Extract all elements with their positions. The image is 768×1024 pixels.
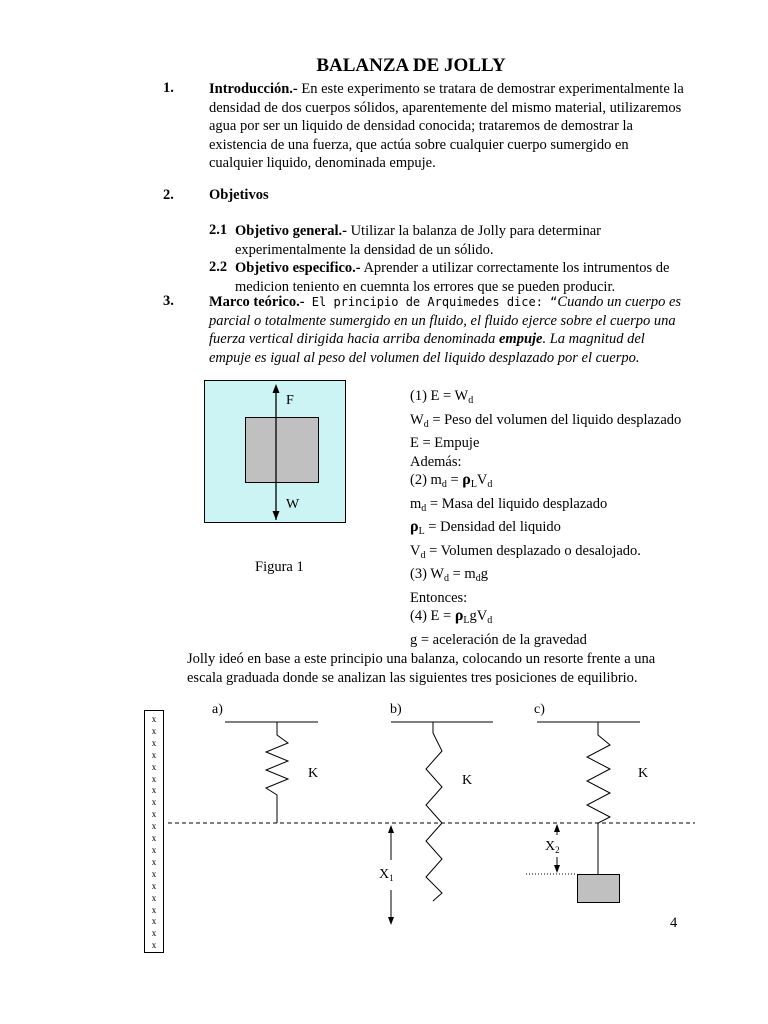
x2-up-arrow-icon xyxy=(554,824,560,832)
scale-mark: x xyxy=(151,928,157,939)
spring-c-k: K xyxy=(638,766,649,781)
section-number-marco: 3. xyxy=(163,293,174,309)
spring-a xyxy=(266,722,288,823)
intro-text: En este experimento se tratara de demostrar experimentalmente la densidad de dos cuerpos sólidos, aparentemente del mismo material, utilizaremos agua por ser un liquido de densidad conocida; trataremos de demostrar la existencia de una fuerza, que actúa sobre cualquier cuerpo sumergido en cualquier liquido, denominada empuje. xyxy=(209,81,684,171)
spring-c xyxy=(587,722,610,875)
marco-bold-italic: empuje xyxy=(498,331,543,347)
objetivo-especifico xyxy=(235,259,685,296)
g-definition: g = aceleración de la gravedad xyxy=(410,631,587,648)
force-label-w: W xyxy=(286,497,300,512)
spring-b xyxy=(426,722,442,901)
equation-4: (4) $E = \rho_LgV_d$ xyxy=(410,607,493,626)
section-number-intro: 1. xyxy=(163,80,174,96)
label-c: c) xyxy=(534,702,545,717)
x2-down-arrow-icon xyxy=(554,865,560,873)
e-definition: E = Empuje xyxy=(410,435,480,451)
page-title: BALANZA DE JOLLY xyxy=(316,55,506,76)
objetivo-general xyxy=(235,222,685,259)
scale-mark: x xyxy=(151,725,157,736)
jolly-paragraph: Jolly ideó en base a este principio una balanza, colocando un resorte frente a una escala graduada donde se analizan las siguientes tres posiciones de equilibrio. xyxy=(187,651,656,686)
jolly-springs-diagram xyxy=(160,695,720,965)
scale-mark: x xyxy=(151,940,157,951)
objetivo-general-number: 2.1 xyxy=(209,222,228,238)
equations-block xyxy=(410,387,700,649)
wd-definition: $W_d$ = Peso del volumen del liquido desplazado xyxy=(410,411,682,430)
scale-mark: x xyxy=(151,892,157,903)
scale-mark: x xyxy=(151,904,157,915)
scale-mark: x xyxy=(151,797,157,808)
x1-up-arrow-icon xyxy=(388,825,394,833)
scale-mark: x xyxy=(151,844,157,855)
spring-b-k: K xyxy=(462,773,473,788)
objetivo-especifico-heading: Objetivo especifico.- xyxy=(235,260,361,276)
objetivo-general-heading: Objetivo general.- xyxy=(235,223,347,239)
label-b: b) xyxy=(390,702,402,717)
force-label-f: F xyxy=(286,393,294,408)
objetivo-especifico-text: Aprender a utilizar correctamente los intrumentos de medicion teniento en cuemnta los errores que se pueden producir. xyxy=(235,260,670,295)
scale-mark: x xyxy=(151,868,157,879)
scale-mark: x xyxy=(151,737,157,748)
md-definition: $m_d$ = Masa del liquido desplazado xyxy=(410,495,608,514)
scale-mark: x xyxy=(151,821,157,832)
spring-a-k: K xyxy=(308,766,319,781)
figure-1-diagram xyxy=(204,380,354,530)
scale-mark: x xyxy=(151,714,157,724)
x2-label: $X_2$ xyxy=(545,839,560,855)
scale-mark: x xyxy=(151,761,157,772)
vd-definition: $V_d$ = Volumen desplazado o desalojado. xyxy=(410,542,641,561)
equation-3: (3) $W_d = m_dg$ xyxy=(410,566,488,584)
marco-italic-2: . La magnitud del empuje es igual al peso del volumen del liquido desplazado por el cuerpo. xyxy=(209,331,645,366)
x1-down-arrow-icon xyxy=(388,917,394,925)
submerged-body xyxy=(246,418,319,483)
ademas-label: Además: xyxy=(410,453,462,470)
rhol-definition: $\rho_L$ = Densidad del liquido xyxy=(410,518,561,537)
scale-mark: x xyxy=(151,785,157,796)
marco-paragraph-first xyxy=(209,293,685,367)
scale-mark: x xyxy=(151,809,157,820)
intro-paragraph xyxy=(209,80,685,173)
section-number-objetivos: 2. xyxy=(163,187,174,203)
figure-1-caption: Figura 1 xyxy=(255,559,304,575)
scale-mark: x xyxy=(151,773,157,784)
intro-heading: Introducción.- xyxy=(209,81,298,97)
scale-mark: x xyxy=(151,916,157,927)
scale-mark: x xyxy=(151,856,157,867)
label-a: a) xyxy=(212,702,223,717)
objetivo-especifico-number: 2.2 xyxy=(209,259,228,275)
equation-1: (1) $E = W_d$ xyxy=(410,388,474,406)
marco-heading: Marco teórico.- xyxy=(209,294,305,310)
scale-mark: x xyxy=(151,833,157,844)
objetivos-heading: Objetivos xyxy=(209,187,269,203)
entonces-label: Entonces: xyxy=(410,589,468,606)
scale-mark: x xyxy=(151,880,157,891)
objetivo-general-text: Utilizar la balanza de Jolly para determinar experimentalmente la densidad de un sólido. xyxy=(235,223,601,258)
marco-italic-1: Cuando un cuerpo es parcial o totalmente sumergido en un fluido, el fluido ejerce sobre el cuerpo una fuerza vertical dirigida hacia arriba denominada xyxy=(209,294,682,347)
x1-label: $X_1$ xyxy=(379,867,394,883)
equation-2: (2) $m_d = \rho_LV_d$ xyxy=(410,471,493,490)
scale-mark: x xyxy=(151,749,157,760)
marco-mono-text: El principio de Arquimedes dice: “ xyxy=(304,295,558,309)
weight-block xyxy=(578,875,620,903)
page-number: 4 xyxy=(670,915,678,931)
